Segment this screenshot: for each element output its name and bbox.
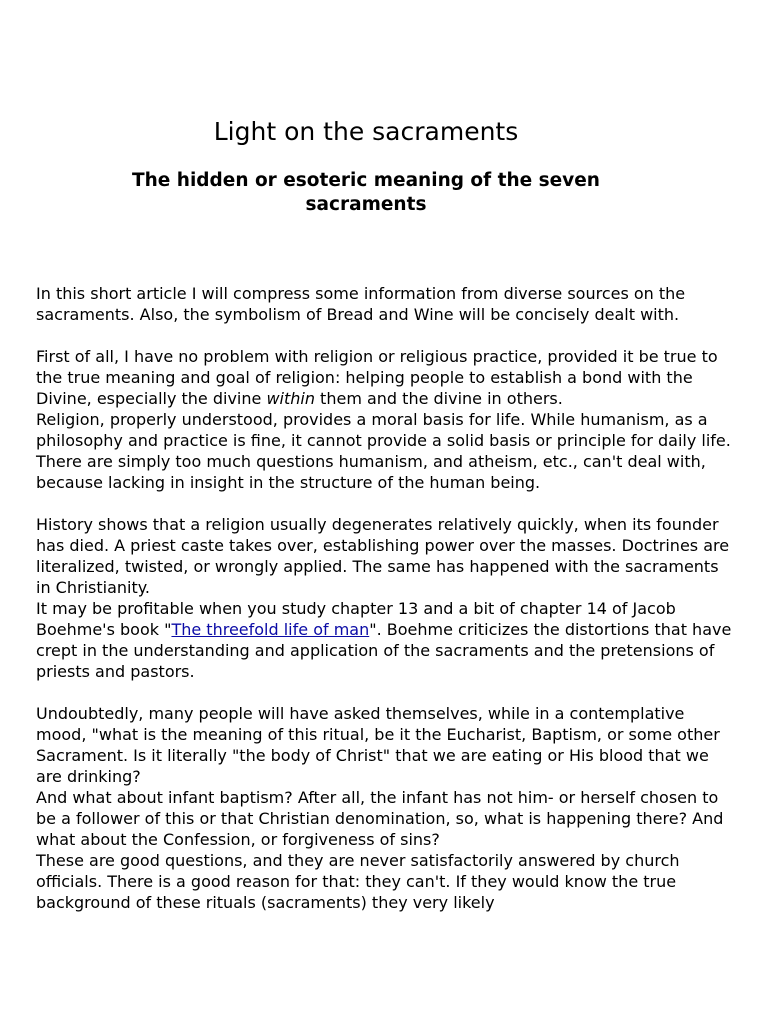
paragraph-moral-basis: Religion, properly understood, provides a moral basis for life. While humanism, as a philosophy and practice is fine, it cannot provide a solid basis or principle for daily life. There are simply too much questions humanism, and atheism, etc., can't deal with, because lacking in insight in the structure of the human being. [36, 410, 731, 492]
page-title: Light on the sacraments [213, 117, 519, 146]
paragraph-religion-text-2: them and the divine in others. [314, 389, 563, 408]
paragraph-gap [36, 493, 736, 514]
paragraph-ritual-meaning: Undoubtedly, many people will have asked themselves, while in a contemplative mood, "what is the meaning of this ritual, be it the Eucharist, Baptism, or some other Sacrament. Is it literally "the body of Christ" that we are eating or His blood that we are drinking? [36, 704, 720, 786]
paragraph-boehme-text-2: ". Boehme criticizes the distortions that have crept in the understanding and application of the sacraments and the pretensions of priests and pastors. [36, 620, 732, 681]
paragraph-boehme [36, 598, 736, 682]
paragraph-religion [36, 346, 736, 409]
paragraph-religion-text-1: First of all, I have no problem with religion or religious practice, provided it be true to the true meaning and goal of religion: helping people to establish a bond with the Divine, especially the divine [36, 347, 718, 408]
paragraph-good-questions: These are good questions, and they are never satisfactorily answered by church officials. There is a good reason for that: they can't. If they would know the true background of these rituals (sacraments) they very likely [36, 851, 680, 912]
paragraph-infant-baptism: And what about infant baptism? After all, the infant has not him- or herself chosen to be a follower of this or that Christian denomination, so, what is happening there? And what about the Confession, or forgiveness of sins? [36, 788, 724, 849]
emphasis-within: within [266, 389, 315, 408]
article-body [36, 283, 736, 913]
paragraph-intro: In this short article I will compress some information from diverse sources on the sacraments. Also, the symbolism of Bread and Wine will be concisely dealt with. [36, 284, 686, 324]
paragraph-boehme-text-1: It may be profitable when you study chapter 13 and a bit of chapter 14 of Jacob Boehme's book " [36, 599, 676, 639]
paragraph-gap [36, 682, 736, 703]
page-subtitle: The hidden or esoteric meaning of the seven sacraments [132, 170, 600, 215]
paragraph-gap [36, 325, 736, 346]
paragraph-history: History shows that a religion usually degenerates relatively quickly, when its founder has died. A priest caste takes over, establishing power over the masses. Doctrines are literalized, twisted, or wrongly applied. The same has happened with the sacraments in Christianity. [36, 515, 730, 597]
threefold-life-link[interactable]: The threefold life of man [171, 620, 370, 639]
